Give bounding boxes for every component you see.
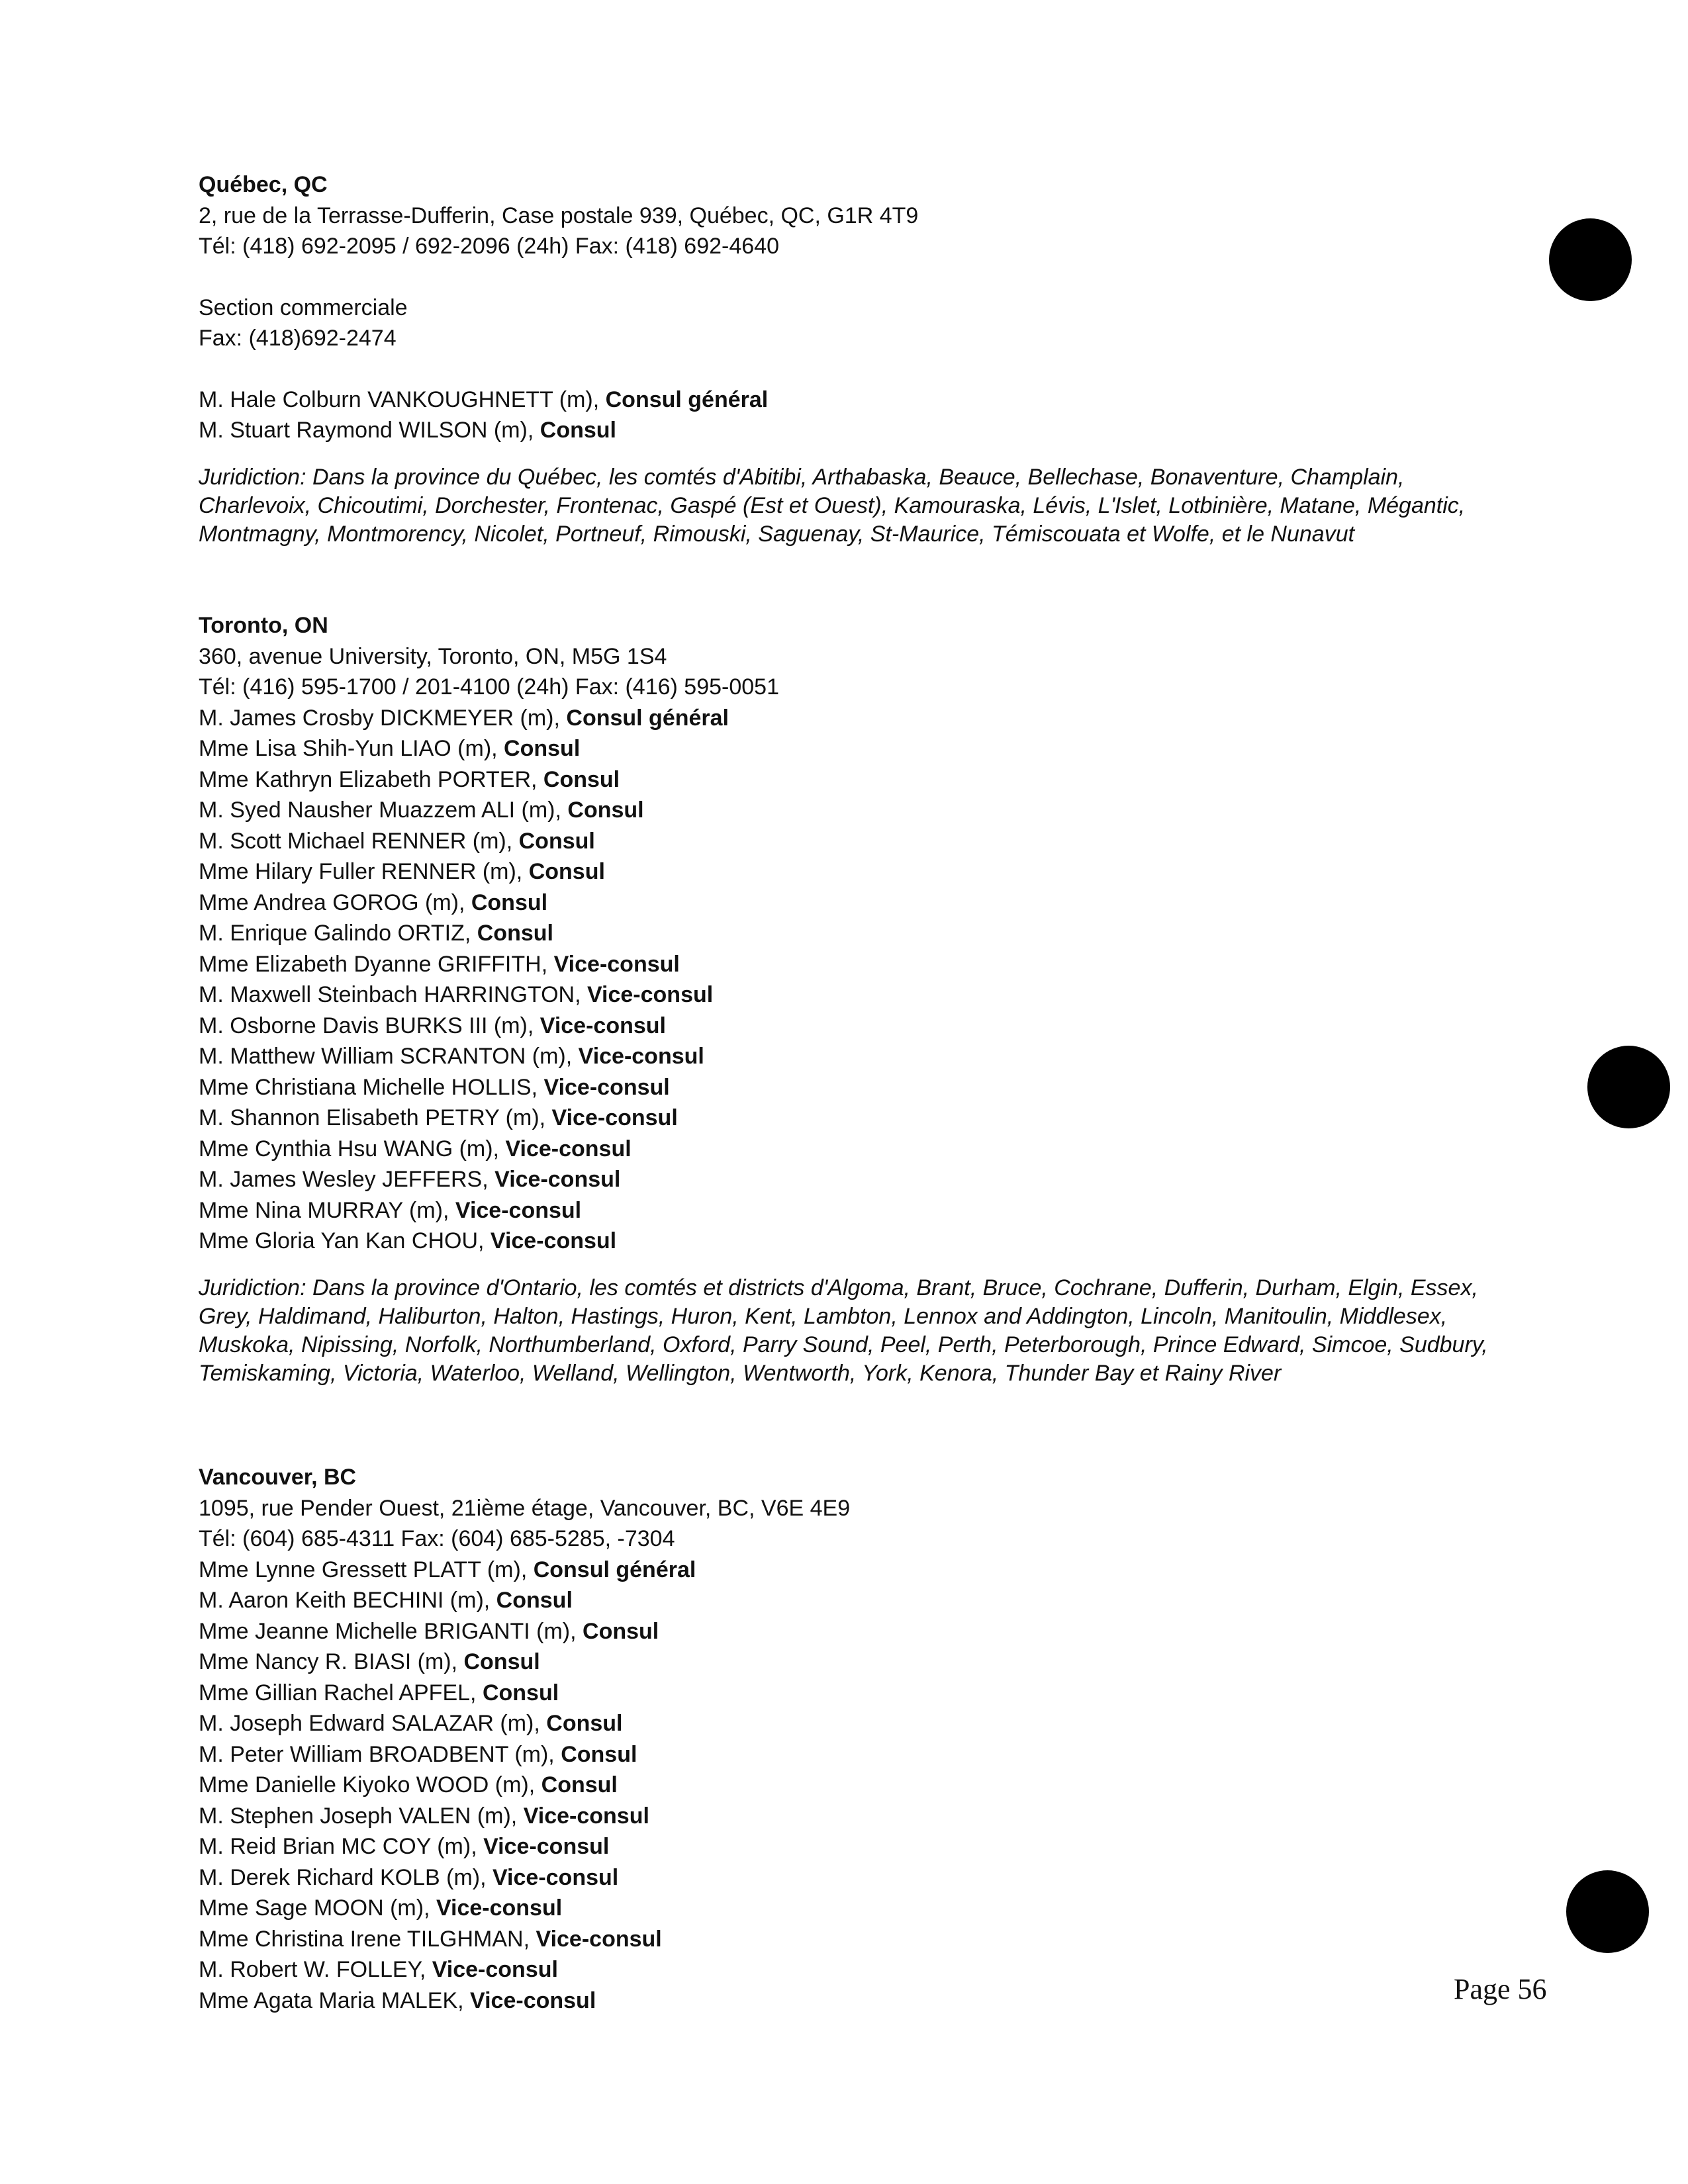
staff-entry bbox=[199, 1616, 1523, 1647]
punch-hole bbox=[1549, 218, 1632, 301]
staff-name: M. Enrique Galindo ORTIZ, bbox=[199, 921, 477, 946]
staff-entry bbox=[199, 764, 1523, 796]
staff-entry bbox=[199, 1011, 1523, 1042]
staff-entry bbox=[199, 979, 1523, 1011]
section-title: Toronto, ON bbox=[199, 613, 328, 638]
staff-entry bbox=[199, 949, 1523, 980]
staff-entry bbox=[199, 1072, 1523, 1103]
punch-hole bbox=[1566, 1870, 1649, 1953]
staff-role: Vice-consul bbox=[494, 1167, 621, 1192]
staff-entry bbox=[199, 703, 1523, 734]
phone-fax: Tél: (416) 595-1700 / 201-4100 (24h) Fax: (416) 595-0051 bbox=[199, 674, 779, 700]
staff-role: Vice-consul bbox=[553, 951, 680, 977]
staff-role: Consul bbox=[496, 1588, 573, 1613]
staff-entry bbox=[199, 385, 1523, 416]
staff-role: Vice-consul bbox=[470, 1987, 596, 2013]
staff-name: Mme Sage MOON (m), bbox=[199, 1895, 436, 1921]
phone-fax: Tél: (418) 692-2095 / 692-2096 (24h) Fax: (418) 692-4640 bbox=[199, 234, 779, 259]
spacer bbox=[199, 262, 1523, 293]
staff-name: Mme Cynthia Hsu WANG (m), bbox=[199, 1136, 506, 1161]
staff-name: M. Scott Michael RENNER (m), bbox=[199, 828, 519, 854]
staff-role: Vice-consul bbox=[539, 1013, 666, 1038]
staff-role: Consul bbox=[567, 797, 644, 823]
staff-role: Consul bbox=[528, 859, 605, 884]
staff-entry bbox=[199, 1226, 1523, 1257]
staff-name: Mme Nina MURRAY (m), bbox=[199, 1197, 455, 1223]
staff-name: Mme Elizabeth Dyanne GRIFFITH, bbox=[199, 951, 554, 977]
staff-entry bbox=[199, 1103, 1523, 1134]
staff-name: M. Syed Nausher Muazzem ALI (m), bbox=[199, 797, 568, 823]
staff-entry bbox=[199, 918, 1523, 949]
staff-role: Consul bbox=[482, 1680, 559, 1706]
staff-entry bbox=[199, 1555, 1523, 1586]
staff-role: Consul bbox=[477, 921, 553, 946]
staff-role: Vice-consul bbox=[483, 1834, 610, 1859]
staff-role: Consul bbox=[518, 828, 595, 854]
staff-entry bbox=[199, 887, 1523, 919]
staff-entry bbox=[199, 1770, 1523, 1801]
staff-name: Mme Nancy R. BIASI (m), bbox=[199, 1649, 464, 1674]
staff-name: M. Aaron Keith BECHINI (m), bbox=[199, 1588, 496, 1613]
staff-name: Mme Jeanne Michelle BRIGANTI (m), bbox=[199, 1618, 583, 1644]
address: 1095, rue Pender Ouest, 21ième étage, Vancouver, BC, V6E 4E9 bbox=[199, 1495, 851, 1521]
staff-role: Consul bbox=[561, 1741, 637, 1767]
staff-name: M. Stephen Joseph VALEN (m), bbox=[199, 1803, 524, 1829]
staff-role: Vice-consul bbox=[536, 1926, 662, 1952]
staff-name: Mme Andrea GOROG (m), bbox=[199, 889, 471, 915]
staff-entry bbox=[199, 1831, 1523, 1862]
address: 2, rue de la Terrasse-Dufferin, Case postale 939, Québec, QC, G1R 4T9 bbox=[199, 203, 919, 228]
section-title: Québec, QC bbox=[199, 172, 328, 197]
staff-name: M. Shannon Elisabeth PETRY (m), bbox=[199, 1105, 552, 1130]
staff-role: Vice-consul bbox=[492, 1864, 619, 1890]
staff-role: Vice-consul bbox=[586, 982, 714, 1007]
staff-entry bbox=[199, 1924, 1523, 1955]
staff-entry bbox=[199, 1195, 1523, 1226]
staff-entry bbox=[199, 1678, 1523, 1709]
staff-role: Vice-consul bbox=[543, 1074, 670, 1100]
staff-entry bbox=[199, 1041, 1523, 1072]
staff-entry bbox=[199, 1862, 1523, 1893]
staff-entry bbox=[199, 795, 1523, 826]
staff-role: Vice-consul bbox=[578, 1044, 704, 1069]
staff-entry bbox=[199, 1164, 1523, 1195]
staff-role: Consul bbox=[543, 766, 620, 792]
staff-entry bbox=[199, 1985, 1523, 2017]
section-vancouver bbox=[199, 1462, 1523, 2016]
staff-name: Mme Lynne Gressett PLATT (m), bbox=[199, 1557, 534, 1582]
staff-role: Vice-consul bbox=[436, 1895, 563, 1921]
jurisdiction-text: Juridiction: Dans la province d'Ontario, les comtés et districts d'Algoma, Brant, Bruce, Cochrane, Dufferin, Durham, Elgin, Essex, Grey, Haldimand, Haliburton, Halton, Hastings, Huron, Kent, Lambton, Lennox and Addington, Lincoln, Manitoulin, Middlesex, Muskoka, Nipissing, Norfolk, Northumberland, Oxford, Parry Sound, Peel, Perth, Peterborough, Prince Edward, Simcoe, Sudbury, Temiskaming, Victoria, Waterloo, Welland, Wellington, Wentworth, York, Kenora, Thunder Bay et Rainy River bbox=[199, 1275, 1488, 1386]
staff-name: M. Hale Colburn VANKOUGHNETT (m), bbox=[199, 387, 606, 412]
staff-role: Vice-consul bbox=[505, 1136, 632, 1161]
staff-name: M. Maxwell Steinbach HARRINGTON, bbox=[199, 982, 587, 1007]
staff-role: Vice-consul bbox=[490, 1228, 617, 1253]
staff-entry bbox=[199, 1954, 1523, 1985]
staff-entry bbox=[199, 826, 1523, 857]
staff-name: Mme Gloria Yan Kan CHOU, bbox=[199, 1228, 491, 1253]
section-quebec bbox=[199, 169, 1523, 549]
staff-name: Mme Agata Maria MALEK, bbox=[199, 1987, 471, 2013]
staff-name: Mme Hilary Fuller RENNER (m), bbox=[199, 859, 529, 884]
staff-role: Vice-consul bbox=[455, 1197, 582, 1223]
staff-name: Mme Gillian Rachel APFEL, bbox=[199, 1680, 483, 1706]
staff-name: Mme Danielle Kiyoko WOOD (m), bbox=[199, 1772, 541, 1797]
staff-role: Consul bbox=[539, 418, 616, 443]
staff-name: Mme Christiana Michelle HOLLIS, bbox=[199, 1074, 544, 1100]
staff-role: Consul bbox=[541, 1772, 618, 1797]
jurisdiction-text: Juridiction: Dans la province du Québec, les comtés d'Abitibi, Arthabaska, Beauce, Bellechase, Bonaventure, Champlain, Charlevoix, Chicoutimi, Dorchester, Frontenac, Gaspé (Est et Ouest), Kamouraska, Lévis, L'Islet, Lotbinière, Matane, Mégantic, Montmagny, Montmorency, Nicolet, Portneuf, Rimouski, Saguenay, St-Maurice, Témiscouata et Wolfe, et le Nunavut bbox=[199, 464, 1466, 547]
staff-entry bbox=[199, 1708, 1523, 1739]
staff-name: M. Stuart Raymond WILSON (m), bbox=[199, 418, 540, 443]
staff-entry bbox=[199, 1647, 1523, 1678]
staff-role: Consul bbox=[471, 889, 548, 915]
staff-role: Consul bbox=[504, 736, 581, 761]
staff-name: M. Osborne Davis BURKS III (m), bbox=[199, 1013, 540, 1038]
staff-entry bbox=[199, 1801, 1523, 1832]
staff-entry bbox=[199, 733, 1523, 764]
staff-entry bbox=[199, 1585, 1523, 1616]
staff-role: Consul bbox=[463, 1649, 540, 1674]
staff-role: Consul bbox=[546, 1711, 623, 1736]
address: 360, avenue University, Toronto, ON, M5G 1S4 bbox=[199, 643, 667, 669]
staff-entry bbox=[199, 1893, 1523, 1924]
staff-entry bbox=[199, 1134, 1523, 1165]
staff-entry bbox=[199, 415, 1523, 446]
staff-role: Vice-consul bbox=[432, 1957, 558, 1982]
staff-role: Consul général bbox=[605, 387, 769, 412]
staff-name: M. James Wesley JEFFERS, bbox=[199, 1167, 495, 1192]
staff-entry bbox=[199, 856, 1523, 887]
staff-name: M. Matthew William SCRANTON (m), bbox=[199, 1044, 579, 1069]
staff-role: Consul général bbox=[533, 1557, 696, 1582]
staff-entry bbox=[199, 1739, 1523, 1770]
phone-fax: Tél: (604) 685-4311 Fax: (604) 685-5285, -7304 bbox=[199, 1526, 675, 1551]
spacer bbox=[199, 354, 1523, 385]
punch-hole bbox=[1587, 1046, 1670, 1128]
staff-name: Mme Christina Irene TILGHMAN, bbox=[199, 1926, 536, 1952]
staff-role: Vice-consul bbox=[523, 1803, 649, 1829]
page-number: Page 56 bbox=[1454, 1973, 1547, 2005]
commercial-fax: Fax: (418)692-2474 bbox=[199, 326, 397, 351]
staff-name: M. Reid Brian MC COY (m), bbox=[199, 1834, 484, 1859]
section-toronto bbox=[199, 610, 1523, 1388]
commercial-section-label: Section commerciale bbox=[199, 295, 408, 320]
section-title: Vancouver, BC bbox=[199, 1465, 357, 1490]
staff-role: Vice-consul bbox=[551, 1105, 678, 1130]
staff-name: Mme Lisa Shih-Yun LIAO (m), bbox=[199, 736, 504, 761]
staff-name: M. Peter William BROADBENT (m), bbox=[199, 1741, 561, 1767]
staff-name: M. Joseph Edward SALAZAR (m), bbox=[199, 1711, 547, 1736]
staff-name: M. Derek Richard KOLB (m), bbox=[199, 1864, 492, 1890]
staff-role: Consul général bbox=[566, 705, 729, 731]
staff-name: M. Robert W. FOLLEY, bbox=[199, 1957, 432, 1982]
staff-name: M. James Crosby DICKMEYER (m), bbox=[199, 705, 567, 731]
staff-role: Consul bbox=[583, 1618, 659, 1644]
staff-name: Mme Kathryn Elizabeth PORTER, bbox=[199, 766, 543, 792]
